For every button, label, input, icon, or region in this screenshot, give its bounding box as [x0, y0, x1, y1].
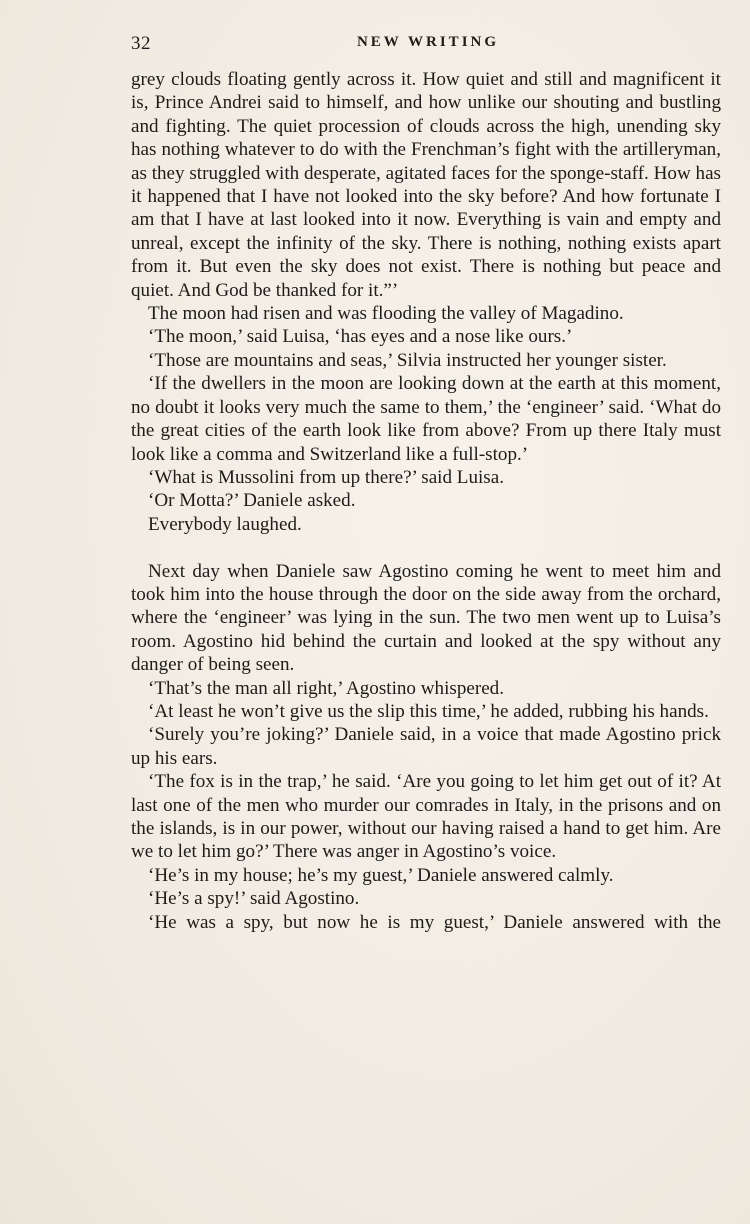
paragraph: ‘If the dwellers in the moon are looking down at the earth at this moment, no doubt it looks very much the same to them,’ the ‘engineer’ said. ‘What do the great cities of the earth look like from above? From up there Italy must look like a comma and Switzerland like a full-stop.’ [131, 373, 721, 465]
paragraph: ‘The moon,’ said Luisa, ‘has eyes and a nose like ours.’ [148, 326, 573, 348]
paragraph: ‘That’s the man all right,’ Agostino whispered. [148, 677, 504, 699]
paragraph: ‘What is Mussolini from up there?’ said Luisa. [148, 466, 504, 488]
paragraph: grey clouds floating gently across it. How quiet and still and magnificent it is, Prince Andrei said to himself, and how unlike our shouting and bustling and fighting. The quiet procession of clouds across the high, unending sky has nothing whatever to do with the Frenchman’s fight with the artilleryman, as they struggled with desperate, agitated faces for the sponge-staff. How has it happened that I have not looked into the sky before? And how fortunate I am that I have at last looked into it now. Everything is vain and empty and unreal, except the infinity of the sky. There is nothing, nothing exists apart from it. But even the sky does not exist. There is nothing but peace and quiet. And God be thanked for it.”’ [131, 69, 721, 301]
paragraph: ‘Surely you’re joking?’ Daniele said, in a voice that made Agostino prick up his ears. [131, 724, 721, 769]
section-break [131, 536, 721, 559]
body-text [131, 68, 721, 934]
paragraph: ‘The fox is in the trap,’ he said. ‘Are you going to let him get out of it? At last one of the men who murder our comrades in Italy, in the prisons and on the islands, is in our power, without our having raised a hand to get him. Are we to let him go?’ There was anger in Agostino’s voice. [131, 771, 721, 863]
page-number: 32 [131, 33, 151, 54]
running-title: NEW WRITING [356, 34, 500, 50]
paragraph: ‘He’s a spy!’ said Agostino. [148, 888, 360, 910]
paragraph: Everybody laughed. [148, 513, 302, 535]
paragraph: The moon had risen and was flooding the valley of Magadino. [148, 303, 624, 325]
paragraph: ‘Those are mountains and seas,’ Silvia instructed her younger sister. [148, 349, 667, 371]
paragraph: ‘At least he won’t give us the slip this time,’ he added, rubbing his hands. [148, 700, 709, 722]
paragraph: ‘He was a spy, but now he is my guest,’ Daniele answered with the [148, 911, 721, 933]
paragraph: ‘He’s in my house; he’s my guest,’ Daniele answered calmly. [148, 864, 614, 886]
running-head [131, 33, 721, 57]
paragraph: Next day when Daniele saw Agostino coming he went to meet him and took him into the house through the door on the side away from the orchard, where the ‘engineer’ was lying in the sun. The two men went up to Luisa’s room. Agostino hid behind the curtain and looked at the spy without any danger of being seen. [131, 560, 721, 676]
paragraph: ‘Or Motta?’ Daniele asked. [148, 490, 356, 512]
